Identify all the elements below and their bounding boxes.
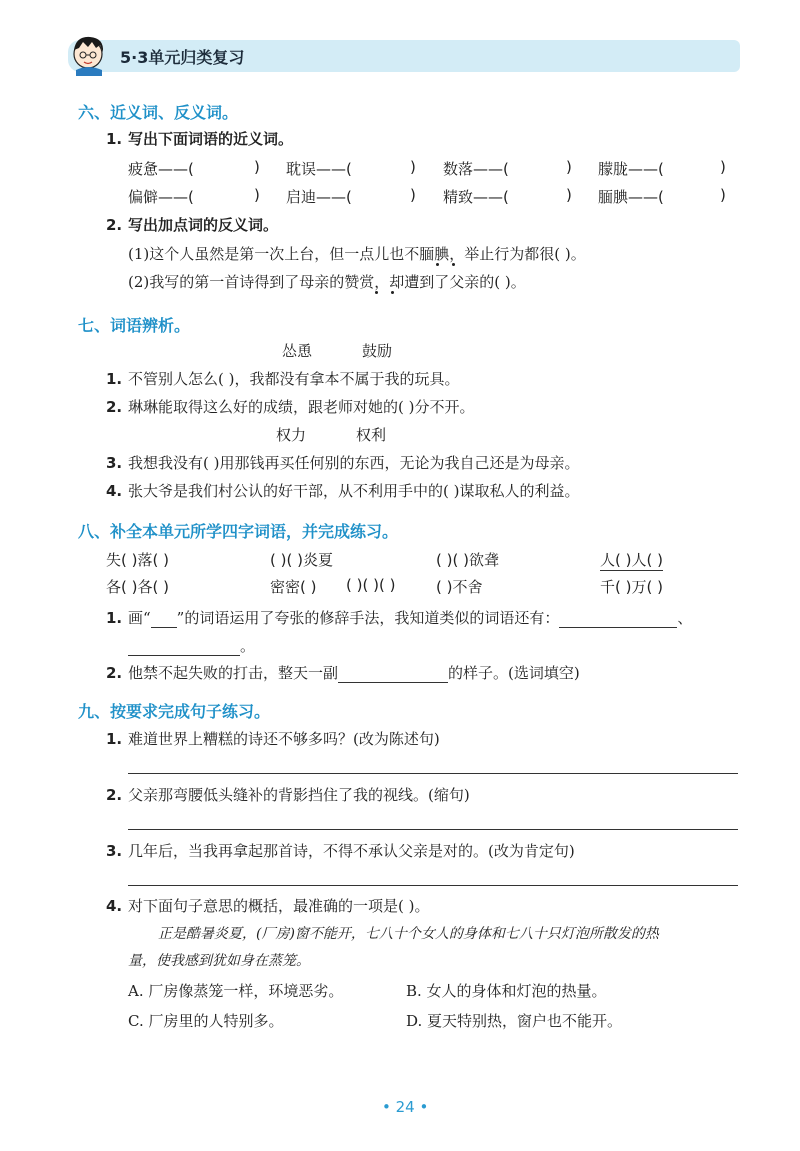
answer-blank[interactable] xyxy=(128,639,240,656)
s6-row1-p1: ) xyxy=(254,158,260,176)
s8-q1: 1. 画“ ”的词语运用了夸张的修辞手法，我知道类似的词语还有： 、 xyxy=(106,609,693,627)
s6-row1-w3: 数落——( xyxy=(443,160,509,178)
s6-row1-w1: 疲惫——( xyxy=(128,160,194,178)
s7-q1: 1. 不管别人怎么( )，我都没有拿本不属于我的玩具。 xyxy=(106,370,460,388)
answer-line[interactable] xyxy=(128,885,738,886)
s6-row1-w2: 耽误——( xyxy=(286,160,352,178)
emphasis-dot xyxy=(391,291,394,294)
emphasis-dot xyxy=(452,263,455,266)
s6-row2-w2: 启迪——( xyxy=(286,188,352,206)
s7-word-a: 怂恿 xyxy=(282,342,313,360)
answer-line[interactable] xyxy=(128,829,738,830)
section-8-heading: 八、补全本单元所学四字词语，并完成练习。 xyxy=(78,522,399,541)
option-c[interactable]: C. 厂房里的人特别多。 xyxy=(128,1012,284,1030)
s6-sentence-1: (1)这个人虽然是第一次上台，但一点儿也不腼腆，举止行为都很( )。 xyxy=(128,245,586,263)
s6-row2-w1: 偏僻——( xyxy=(128,188,194,206)
s7-q3: 3. 我想我没有( )用那钱再买任何别的东西，无论为我自己还是为母亲。 xyxy=(106,454,580,472)
student-avatar-icon xyxy=(66,30,112,76)
s8-r2-idiom2: 密密( ) xyxy=(270,578,317,596)
section-7-heading: 七、词语辨析。 xyxy=(78,316,191,335)
s9-q3: 3. 几年后，当我再拿起那首诗，不得不承认父亲是对的。(改为肯定句) xyxy=(106,842,575,860)
s8-r1-idiom3: ( )( )欲聋 xyxy=(436,551,499,569)
passage-line-1: 正是酷暑炎夏，(厂房)窗不能开，七八十个女人的身体和七八十只灯泡所散发的热 xyxy=(158,926,659,942)
s8-q2: 2. 他禁不起失败的打击，整天一副 的样子。(选词填空) xyxy=(106,664,580,682)
s6-row1-p3: ) xyxy=(566,158,572,176)
s6-row1-w4: 朦胧——( xyxy=(598,160,664,178)
s6-row1-p2: ) xyxy=(410,158,416,176)
answer-line[interactable] xyxy=(128,773,738,774)
header-title: 5·3单元归类复习 xyxy=(120,48,245,67)
emphasis-dot xyxy=(436,263,439,266)
option-a[interactable]: A. 厂房像蒸笼一样，环境恶劣。 xyxy=(128,982,344,1000)
answer-blank[interactable] xyxy=(338,666,448,683)
option-d[interactable]: D. 夏天特别热，窗户也不能开。 xyxy=(406,1012,623,1030)
s8-r1-idiom4: 人( )人( ) xyxy=(600,551,663,569)
section-6-heading: 六、近义词、反义词。 xyxy=(78,103,239,122)
s8-r2-idiom1: 各( )各( ) xyxy=(106,578,169,596)
s6-q1: 1. 写出下面词语的近义词。 xyxy=(106,130,294,148)
s8-r2-idiom4: ( )不舍 xyxy=(436,578,483,596)
s6-row2-p1: ) xyxy=(254,186,260,204)
s6-row2-p4: ) xyxy=(720,186,726,204)
s9-q2: 2. 父亲那弯腰低头缝补的背影挡住了我的视线。(缩句) xyxy=(106,786,470,804)
s6-sentence-2: (2)我写的第一首诗得到了母亲的赞赏，却遭到了父亲的( )。 xyxy=(128,273,526,291)
s9-q1: 1. 难道世界上糟糕的诗还不够多吗？(改为陈述句) xyxy=(106,730,440,748)
underline-marker xyxy=(151,611,177,628)
answer-blank[interactable] xyxy=(559,611,677,628)
s7-q4: 4. 张大爷是我们村公认的好干部，从不利用手中的( )谋取私人的利益。 xyxy=(106,482,580,500)
s6-row1-p4: ) xyxy=(720,158,726,176)
s8-q1-cont: 。 xyxy=(128,635,255,656)
s7-word-d: 权利 xyxy=(356,426,387,444)
page-number: • 24 • xyxy=(382,1098,429,1116)
s7-word-b: 鼓励 xyxy=(362,342,393,360)
s8-r2-idiom5: 千( )万( ) xyxy=(600,578,663,596)
s6-row2-w3: 精致——( xyxy=(443,188,509,206)
s8-r1-idiom2: ( )( )炎夏 xyxy=(270,551,333,569)
passage-line-2: 量，使我感到犹如身在蒸笼。 xyxy=(128,953,310,969)
option-b[interactable]: B. 女人的身体和灯泡的热量。 xyxy=(406,982,607,1000)
s8-r2-idiom3: ( )( )( ) xyxy=(346,576,396,594)
s7-word-c: 权力 xyxy=(276,426,307,444)
s9-q4: 4. 对下面句子意思的概括，最准确的一项是( )。 xyxy=(106,897,430,915)
s7-q2: 2. 琳琳能取得这么好的成绩，跟老师对她的( )分不开。 xyxy=(106,398,475,416)
section-9-heading: 九、按要求完成句子练习。 xyxy=(78,702,271,721)
s8-r1-idiom1: 失( )落( ) xyxy=(106,551,169,569)
s6-row2-p2: ) xyxy=(410,186,416,204)
s6-row2-p3: ) xyxy=(566,186,572,204)
s6-q2: 2. 写出加点词的反义词。 xyxy=(106,216,279,234)
s6-row2-w4: 腼腆——( xyxy=(598,188,664,206)
emphasis-dot xyxy=(375,291,378,294)
